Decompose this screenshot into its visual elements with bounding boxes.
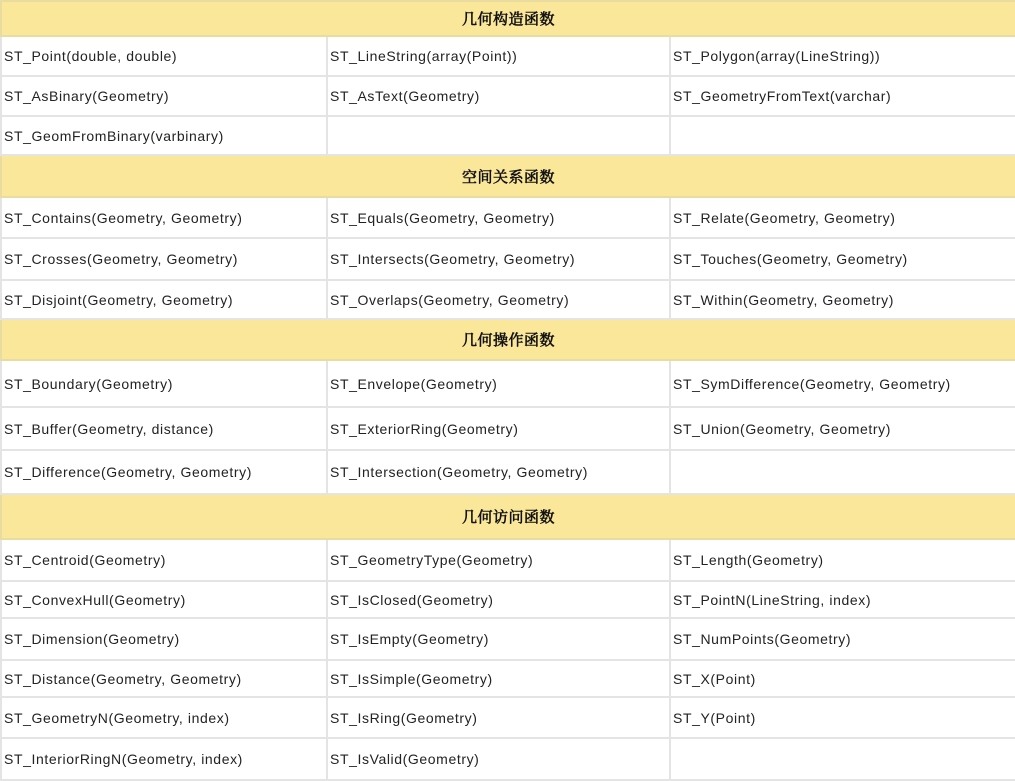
table-cell: ST_LineString(array(Point)) (327, 36, 670, 76)
table-cell: ST_Buffer(Geometry, distance) (1, 407, 327, 450)
table-row (1, 238, 1015, 280)
section-header-row (1, 1, 1015, 36)
section-title: 几何访问函数 (1, 494, 1015, 539)
table-cell (670, 738, 1015, 780)
table-cell: ST_IsSimple(Geometry) (327, 660, 670, 697)
table-cell: ST_Disjoint(Geometry, Geometry) (1, 280, 327, 319)
table-cell: ST_GeometryFromText(varchar) (670, 76, 1015, 116)
table-row (1, 738, 1015, 780)
table-cell: ST_Y(Point) (670, 697, 1015, 738)
table-cell: ST_Point(double, double) (1, 36, 327, 76)
table-row (1, 450, 1015, 494)
table-row (1, 618, 1015, 660)
table-cell: ST_ExteriorRing(Geometry) (327, 407, 670, 450)
table-cell: ST_AsText(Geometry) (327, 76, 670, 116)
section-header-row (1, 319, 1015, 360)
table-cell: ST_Intersection(Geometry, Geometry) (327, 450, 670, 494)
table-cell: ST_Within(Geometry, Geometry) (670, 280, 1015, 319)
table-cell: ST_GeomFromBinary(varbinary) (1, 116, 327, 155)
table-cell: ST_Relate(Geometry, Geometry) (670, 197, 1015, 238)
table-cell: ST_InteriorRingN(Geometry, index) (1, 738, 327, 780)
table-cell: ST_Length(Geometry) (670, 539, 1015, 581)
table-cell: ST_NumPoints(Geometry) (670, 618, 1015, 660)
table-cell: ST_ConvexHull(Geometry) (1, 581, 327, 618)
table-row (1, 76, 1015, 116)
section-header-row (1, 155, 1015, 197)
table-cell (670, 450, 1015, 494)
section-header-row (1, 494, 1015, 539)
table-row (1, 36, 1015, 76)
table-cell: ST_IsEmpty(Geometry) (327, 618, 670, 660)
table-row (1, 197, 1015, 238)
table-cell (670, 116, 1015, 155)
table-cell: ST_Union(Geometry, Geometry) (670, 407, 1015, 450)
table-cell: ST_Contains(Geometry, Geometry) (1, 197, 327, 238)
table-cell: ST_Boundary(Geometry) (1, 360, 327, 407)
table-cell: ST_PointN(LineString, index) (670, 581, 1015, 618)
table-cell: ST_IsRing(Geometry) (327, 697, 670, 738)
table-row (1, 539, 1015, 581)
table-cell: ST_Centroid(Geometry) (1, 539, 327, 581)
section-title: 几何操作函数 (1, 319, 1015, 360)
table-cell: ST_Crosses(Geometry, Geometry) (1, 238, 327, 280)
table-row (1, 660, 1015, 697)
table-row (1, 360, 1015, 407)
table-cell: ST_Distance(Geometry, Geometry) (1, 660, 327, 697)
section-title: 几何构造函数 (1, 1, 1015, 36)
table-row (1, 581, 1015, 618)
section-title: 空间关系函数 (1, 155, 1015, 197)
table-cell: ST_Intersects(Geometry, Geometry) (327, 238, 670, 280)
table-row (1, 280, 1015, 319)
table-row (1, 116, 1015, 155)
table-cell: ST_IsClosed(Geometry) (327, 581, 670, 618)
table-cell: ST_GeometryN(Geometry, index) (1, 697, 327, 738)
table-cell: ST_Touches(Geometry, Geometry) (670, 238, 1015, 280)
table-cell: ST_GeometryType(Geometry) (327, 539, 670, 581)
table-cell: ST_Dimension(Geometry) (1, 618, 327, 660)
table-cell: ST_Polygon(array(LineString)) (670, 36, 1015, 76)
table-cell: ST_SymDifference(Geometry, Geometry) (670, 360, 1015, 407)
table-cell (327, 116, 670, 155)
table-cell: ST_Difference(Geometry, Geometry) (1, 450, 327, 494)
table-cell: ST_X(Point) (670, 660, 1015, 697)
table-row (1, 697, 1015, 738)
table-cell: ST_AsBinary(Geometry) (1, 76, 327, 116)
table-cell: ST_Overlaps(Geometry, Geometry) (327, 280, 670, 319)
table-row (1, 407, 1015, 450)
table-cell: ST_Equals(Geometry, Geometry) (327, 197, 670, 238)
table-cell: ST_IsValid(Geometry) (327, 738, 670, 780)
table-cell: ST_Envelope(Geometry) (327, 360, 670, 407)
